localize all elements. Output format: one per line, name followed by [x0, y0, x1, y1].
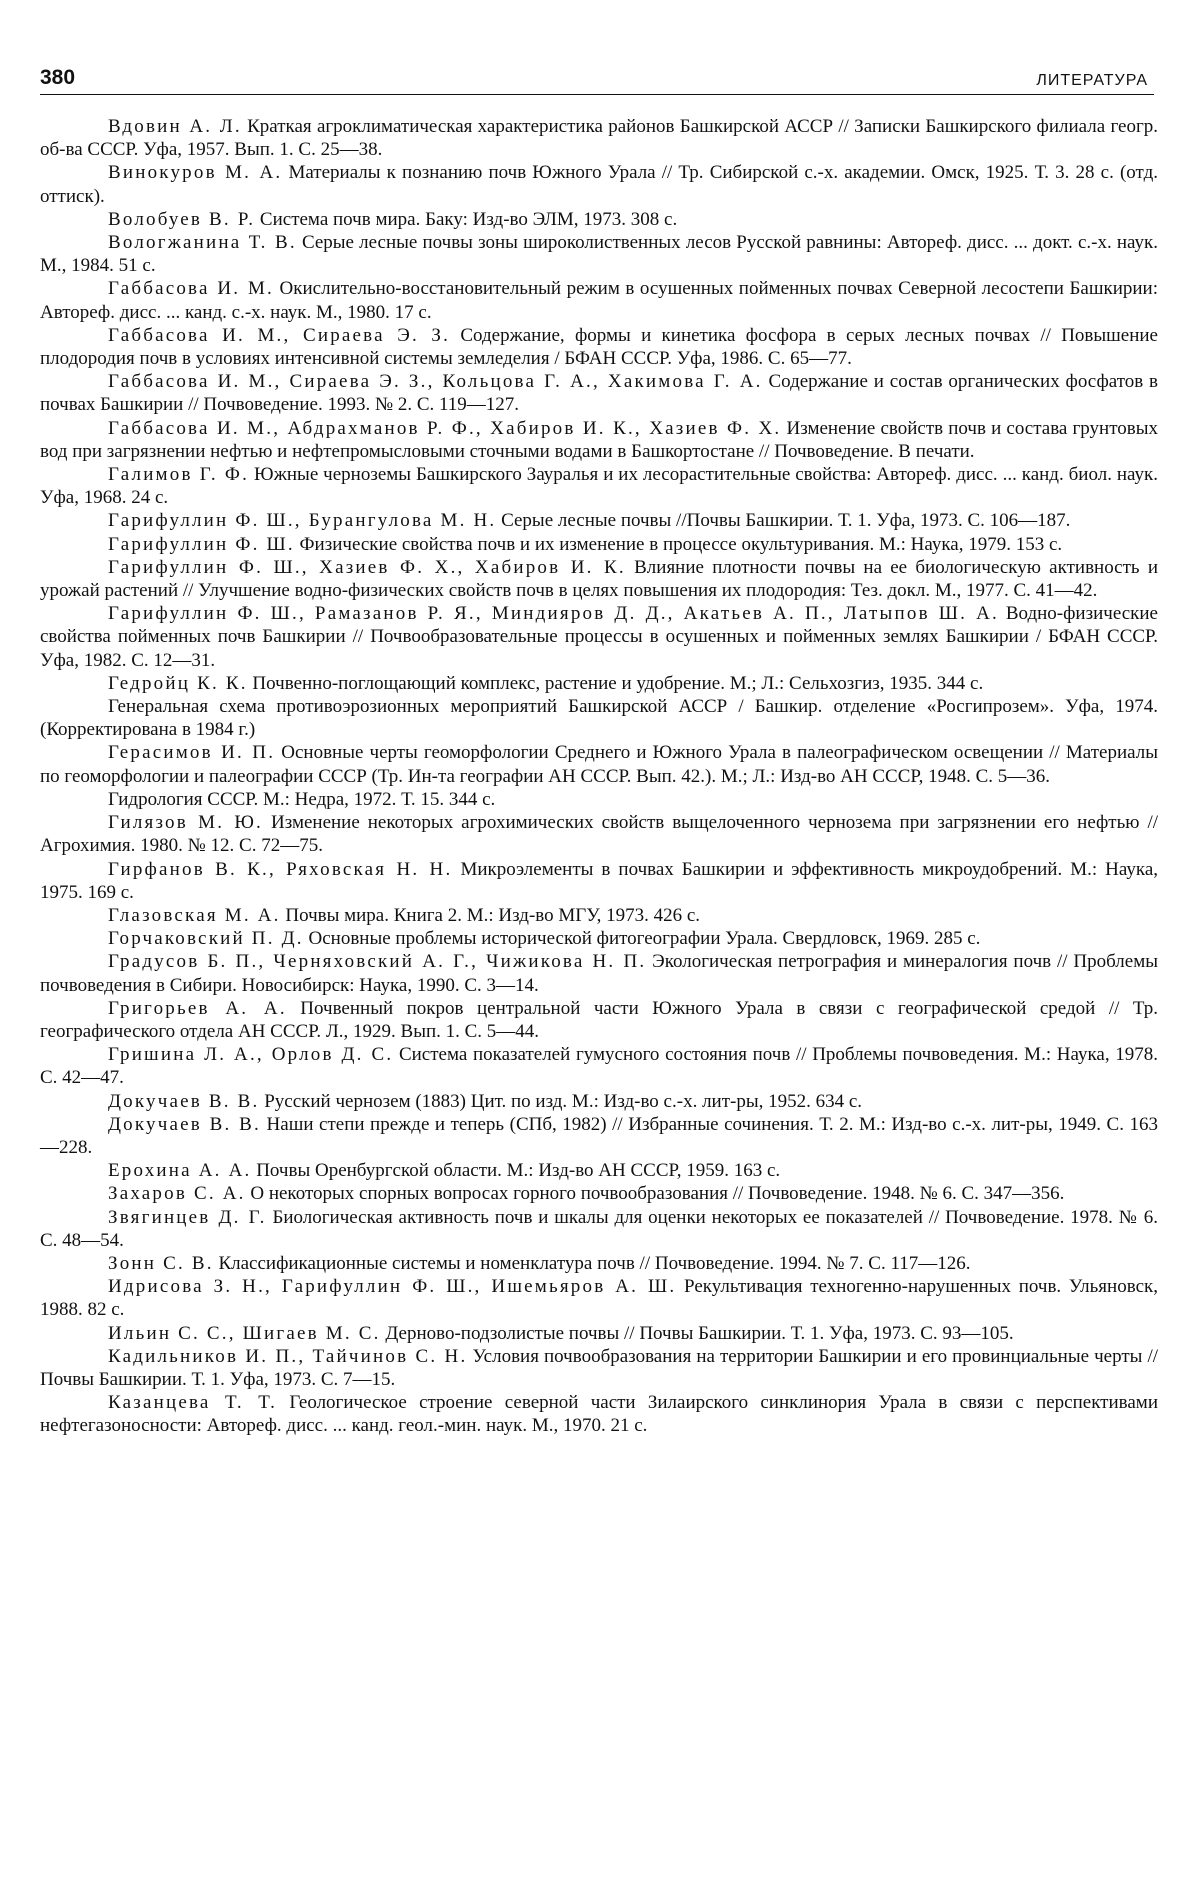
reference-text: Биологическая активность почв и шкалы для оценки некоторых ее показателей // Почвоведение. 1978. № 6. С. 48—54.: [40, 1206, 1158, 1251]
reference-entry: [40, 788, 1158, 811]
reference-author: Зонн С. В.: [108, 1252, 214, 1274]
reference-text: Краткая агроклиматическая характеристика районов Башкирской АССР // Записки Башкирского филиала геогр. об-ва СССР. Уфа, 1957. Вып. 1. С. 25—38.: [40, 116, 1159, 161]
reference-entry: [40, 811, 1158, 857]
reference-author: Гирфанов В. К., Ряховская Н. Н.: [108, 858, 453, 880]
reference-author: Гилязов М. Ю.: [108, 812, 264, 834]
reference-entry: [40, 927, 1158, 950]
page-header: [40, 56, 1148, 90]
reference-text: Материалы к познанию почв Южного Урала // Тр. Сибирской с.-х. академии. Омск, 1925. Т. 3. 28 с. (отд. оттиск).: [40, 162, 1159, 207]
reference-entry: [40, 1043, 1158, 1089]
reference-text: Геологическое строение северной части Зилаирского синклинория Урала в связи с перспективами нефтегазоносности: Автореф. дисс. ... канд. геол.-мин. наук. М., 1970. 21 с.: [40, 1392, 1158, 1437]
reference-entry: [40, 370, 1158, 416]
reference-text: Экологическая петрография и минералогия почв // Проблемы почвоведения в Сибири. Новосибирск: Наука, 1990. С. 3—14.: [40, 951, 1159, 996]
reference-author: Габбасова И. М., Сираева Э. З.: [108, 324, 451, 346]
reference-entry: [40, 1206, 1158, 1252]
reference-author: Гедройц К. К.: [108, 672, 248, 694]
reference-author: Ерохина А. А.: [108, 1160, 252, 1182]
reference-text: Южные черноземы Башкирского Зауралья и их лесорастительные свойства: Автореф. дисс. ... канд. биол. наук. Уфа, 1968. 24 с.: [40, 464, 1158, 509]
reference-text: Почвы мира. Книга 2. М.: Изд-во МГУ, 1973. 426 с.: [285, 904, 701, 926]
reference-entry: [40, 161, 1158, 207]
reference-entry: [40, 533, 1158, 556]
reference-text: Основные проблемы исторической фитогеографии Урала. Свердловск, 1969. 285 с.: [308, 928, 981, 950]
reference-author: Гарифуллин Ф. Ш., Хазиев Ф. Х., Хабиров И. К.: [108, 556, 626, 578]
reference-author: Гарифуллин Ф. Ш.: [108, 533, 295, 555]
reference-entry: [40, 463, 1158, 509]
reference-author: Гарифуллин Ф. Ш., Рамазанов Р. Я., Миндияров Д. Д., Акатьев А. П., Латыпов Ш. А.: [108, 603, 999, 625]
reference-entry: [40, 1275, 1158, 1321]
reference-entry: [40, 324, 1158, 370]
reference-author: Звягинцев Д. Г.: [108, 1206, 267, 1228]
reference-text: Содержание и состав органических фосфатов в почвах Башкирии // Почвоведение. 1993. № 2. С. 119—127.: [40, 371, 1159, 416]
reference-entry: [40, 1345, 1158, 1391]
reference-entry: [40, 277, 1158, 323]
reference-text: Рекультивация техногенно-нарушенных почв. Ульяновск, 1988. 82 с.: [40, 1276, 1158, 1321]
reference-text: Микроэлементы в почвах Башкирии и эффективность микроудобрений. М.: Наука, 1975. 169 с.: [40, 858, 1158, 903]
reference-entry: [40, 858, 1158, 904]
reference-entry: [40, 695, 1158, 741]
reference-text: Наши степи прежде и теперь (СПб, 1982) // Избранные сочинения. Т. 2. М.: Изд-во с.-х. лит-ры, 1949. С. 163—228.: [40, 1113, 1158, 1158]
reference-text: Система почв мира. Баку: Изд-во ЭЛМ, 1973. 308 с.: [259, 208, 678, 230]
reference-author: Габбасова И. М., Абдрахманов Р. Ф., Хабиров И. К., Хазиев Ф. Х.: [108, 417, 782, 439]
running-title: ЛИТЕРАТУРА: [1036, 72, 1148, 89]
reference-text: Почвенно-поглощающий комплекс, растение и удобрение. М.; Л.: Сельхозгиз, 1935. 344 с.: [252, 672, 984, 694]
reference-entry: [40, 1159, 1158, 1182]
reference-text: Окислительно-восстановительный режим в осушенных пойменных почвах Северной лесостепи Башкирии: Автореф. дисс. ... канд. с.-х. наук. М., 1980. 17 с.: [40, 278, 1158, 323]
reference-text: Почвенный покров центральной части Южного Урала в связи с географической средой // Тр. географического отдела АН СССР. Л., 1929. Вып. 1. С. 5—44.: [40, 997, 1158, 1042]
reference-author: Глазовская М. А.: [108, 904, 281, 926]
reference-author: Винокуров М. А.: [108, 162, 283, 184]
reference-entry: [40, 1252, 1158, 1275]
reference-entry: [40, 1182, 1158, 1205]
reference-author: Вологжанина Т. В.: [108, 232, 297, 254]
reference-text: Классификационные системы и номенклатура почв // Почвоведение. 1994. № 7. С. 117—126.: [218, 1252, 971, 1274]
reference-entry: [40, 997, 1158, 1043]
reference-author: Градусов Б. П., Черняховский А. Г., Чижикова Н. П.: [108, 951, 647, 973]
reference-text: Изменение свойств почв и состава грунтовых вод при загрязнении нефтью и нефтепромысловыми сточными водами в Башкортостане // Почвоведение. В печати.: [40, 417, 1158, 462]
reference-entry: [40, 509, 1158, 532]
reference-entry: [40, 115, 1158, 161]
page-number: 380: [40, 66, 76, 89]
reference-entry: [40, 741, 1158, 787]
reference-author: Герасимов И. П.: [108, 742, 276, 764]
reference-entry: [40, 904, 1158, 927]
header-rule: [40, 94, 1154, 95]
reference-entry: [40, 1391, 1158, 1437]
reference-text: Русский чернозем (1883) Цит. по изд. М.: Изд-во с.-х. лит-ры, 1952. 634 с.: [264, 1090, 863, 1112]
reference-author: Габбасова И. М.: [108, 278, 274, 300]
reference-author: Гарифуллин Ф. Ш., Бурангулова М. Н.: [108, 510, 497, 532]
reference-entry: [40, 1090, 1158, 1113]
reference-entry: [40, 1322, 1158, 1345]
reference-author: Габбасова И. М., Сираева Э. З., Кольцова Г. А., Хакимова Г. А.: [108, 371, 763, 393]
reference-entry: [40, 556, 1158, 602]
reference-author: Докучаев В. В.: [108, 1090, 260, 1112]
reference-list: [40, 115, 1158, 1438]
reference-text: Система показателей гумусного состояния почв // Проблемы почвоведения. М.: Наука, 1978. С. 42—47.: [40, 1044, 1158, 1089]
reference-author: Гришина Л. А., Орлов Д. С.: [108, 1044, 394, 1066]
reference-text: Серые лесные почвы //Почвы Башкирии. Т. 1. Уфа, 1973. С. 106—187.: [501, 510, 1071, 532]
reference-text: Условия почвообразования на территории Башкирии и его провинциальные черты // Почвы Башкирии. Т. 1. Уфа, 1973. С. 7—15.: [40, 1345, 1159, 1390]
reference-text: Физические свойства почв и их изменение в процессе окультуривания. М.: Наука, 1979. 153 с.: [299, 533, 1063, 555]
reference-author: Григорьев А. А.: [108, 997, 287, 1019]
reference-entry: [40, 602, 1158, 672]
reference-entry: [40, 1113, 1158, 1159]
reference-text: Основные черты геоморфологии Среднего и Южного Урала в палеографическом освещении // Материалы по геоморфологии и палеографии СССР (Тр. Ин-та географии АН СССР. Вып. 42.). М.; Л.: Изд-во АН СССР, 1948. С. 5—36.: [40, 742, 1158, 787]
reference-author: Волобуев В. Р.: [108, 208, 256, 230]
reference-author: Горчаковский П. Д.: [108, 928, 304, 950]
reference-author: Докучаев В. В.: [108, 1113, 262, 1135]
reference-text: Водно-физические свойства пойменных почв Башкирии // Почвообразовательные процессы в осушенных и пойменных землях Башкирии / БФАН СССР. Уфа, 1982. С. 12—31.: [40, 603, 1158, 671]
reference-entry: [40, 950, 1158, 996]
reference-author: Галимов Г. Ф.: [108, 464, 250, 486]
reference-entry: [40, 208, 1158, 231]
reference-text: Генеральная схема противоэрозионных мероприятий Башкирской АССР / Башкир. отделение «Росгипрозем». Уфа, 1974. (Корректирована в 1984 г.): [40, 696, 1158, 741]
reference-text: Изменение некоторых агрохимических свойств выщелоченного чернозема при загрязнении его нефтью // Агрохимия. 1980. № 12. С. 72—75.: [40, 812, 1158, 857]
reference-entry: [40, 672, 1158, 695]
reference-entry: [40, 417, 1158, 463]
reference-author: Ильин С. С., Шигаев М. С.: [108, 1322, 381, 1344]
reference-text: Содержание, формы и кинетика фосфора в серых лесных почвах // Повышение плодородия почв в условиях интенсивной системы земледелия / БФАН СССР. Уфа, 1986. С. 65—77.: [40, 324, 1158, 370]
reference-text: Гидрология СССР. М.: Недра, 1972. Т. 15. 344 с.: [108, 788, 496, 810]
reference-author: Вдовин А. Л.: [108, 116, 242, 137]
reference-text: Почвы Оренбургской области. М.: Изд-во АН СССР, 1959. 163 с.: [256, 1160, 781, 1182]
reference-author: Кадильников И. П., Тайчинов С. Н.: [108, 1345, 468, 1367]
reference-author: Идрисова З. Н., Гарифуллин Ф. Ш., Ишемьяров А. Ш.: [108, 1276, 677, 1298]
reference-entry: [40, 231, 1158, 277]
reference-author: Казанцева Т. Т.: [108, 1392, 278, 1414]
reference-text: Дерново-подзолистые почвы // Почвы Башкирии. Т. 1. Уфа, 1973. С. 93—105.: [385, 1322, 1014, 1344]
reference-author: Захаров С. А.: [108, 1183, 246, 1205]
reference-text: Влияние плотности почвы на ее биологическую активность и урожай растений // Улучшение водно-физических свойств почв в целях повышения их плодородия: Тез. докл. М., 1977. С. 41—42.: [40, 556, 1158, 602]
reference-text: Серые лесные почвы зоны широколиственных лесов Русской равнины: Автореф. дисс. ... докт. с.-х. наук. М., 1984. 51 с.: [40, 232, 1158, 277]
reference-text: О некоторых спорных вопросах горного почвообразования // Почвоведение. 1948. № 6. С. 347—356.: [250, 1183, 1065, 1205]
